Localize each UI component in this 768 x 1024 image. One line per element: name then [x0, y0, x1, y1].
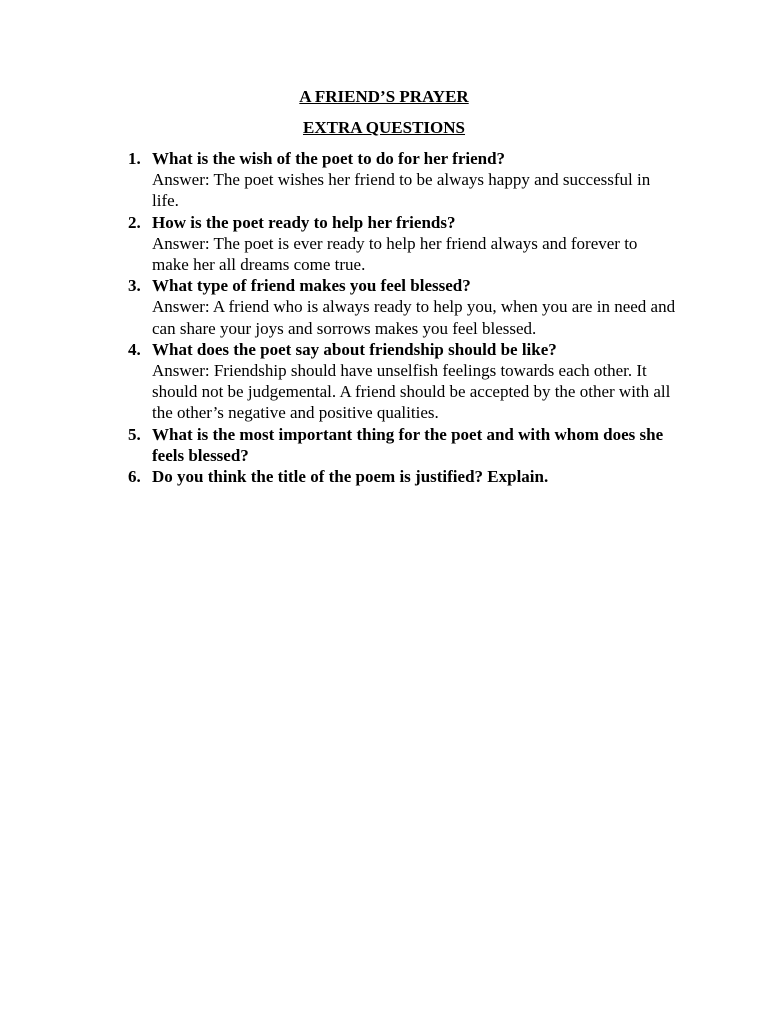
answer-text: Answer: The poet wishes her friend to be always happy and successful in life.: [152, 170, 651, 211]
question-item: [128, 212, 676, 276]
question-text: What does the poet say about friendship should be like?: [152, 339, 557, 359]
question-item: [128, 275, 676, 339]
question-number: 2.: [128, 212, 141, 232]
question-number: 3.: [128, 276, 141, 296]
title-block: [0, 86, 768, 138]
question-body: [152, 148, 676, 212]
question-text: What is the most important thing for the poet and with whom does she feels blessed?: [152, 424, 664, 465]
question-body: [152, 212, 676, 276]
question-text: Do you think the title of the poem is justified? Explain.: [152, 467, 549, 487]
question-text: What type of friend makes you feel blessed?: [152, 276, 471, 296]
answer-text: Answer: Friendship should have unselfish feelings towards each other. It should not be judgemental. A friend should be accepted by the other with all the other’s negative and positive qualities.: [152, 361, 671, 423]
question-text: How is the poet ready to help her friends?: [152, 212, 456, 232]
question-number: 6.: [128, 467, 141, 487]
question-item: [128, 339, 676, 424]
question-item: [128, 466, 676, 487]
document-subtitle: EXTRA QUESTIONS: [302, 118, 466, 137]
question-body: [152, 424, 676, 466]
document-title: A FRIEND’S PRAYER: [299, 87, 469, 106]
answer-text: Answer: A friend who is always ready to help you, when you are in need and can share your joys and sorrows makes you feel blessed.: [152, 297, 676, 338]
question-body: [152, 275, 676, 339]
question-text: What is the wish of the poet to do for her friend?: [152, 149, 506, 168]
answer-text: Answer: The poet is ever ready to help her friend always and forever to make her all dreams come true.: [152, 233, 638, 275]
question-number: 4.: [128, 339, 141, 359]
question-body: [152, 339, 676, 424]
question-list: [128, 148, 676, 487]
question-number: 1.: [128, 149, 141, 168]
question-item: [128, 148, 676, 212]
question-item: [128, 424, 676, 466]
question-body: [152, 466, 676, 487]
question-number: 5.: [128, 424, 141, 444]
